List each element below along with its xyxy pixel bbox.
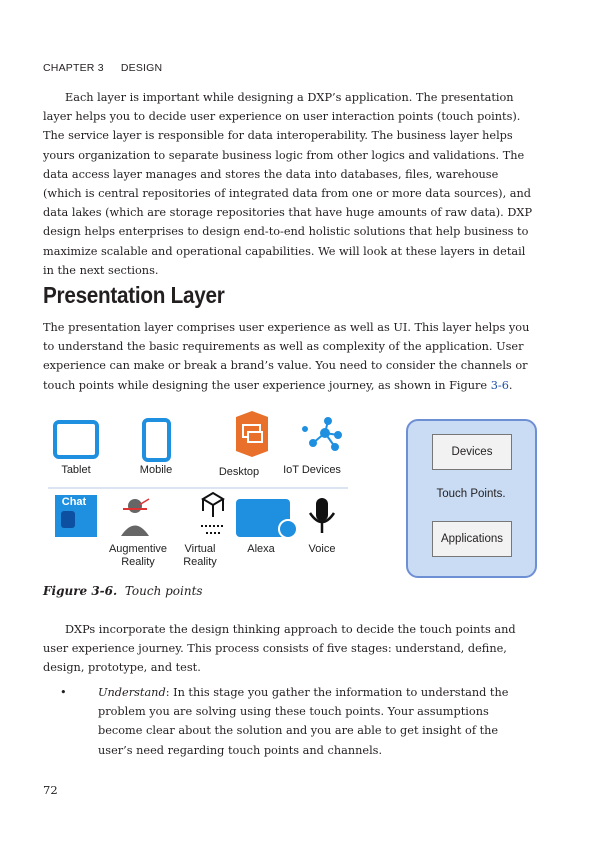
alexa-label: Alexa <box>247 543 275 555</box>
touch-points-label: Touch Points. <box>436 488 506 500</box>
bullet-text <box>98 683 530 760</box>
voice-icon <box>310 498 334 533</box>
mobile-icon <box>144 420 169 460</box>
iot-devices-icon <box>303 418 341 450</box>
alexa-icon <box>236 499 297 538</box>
voice-label: Voice <box>308 543 336 555</box>
virtual-reality-icon <box>201 493 225 533</box>
augmented-reality-icon <box>121 499 149 536</box>
bullet-body: : In this stage you gather the information to understand the problem you are solving using these touch points. Your assumptions become clear about the solution and you are able to get insight of the user’s need regarding touch points and channels. <box>98 686 509 757</box>
iot-devices-label: IoT Devices <box>283 464 341 476</box>
chapter-label: CHAPTER 3 <box>43 62 104 74</box>
tablet-icon <box>55 422 97 457</box>
desktop-icon <box>236 411 268 457</box>
caption-number: Figure 3-6. <box>43 584 118 598</box>
desktop-label: Desktop <box>218 466 260 478</box>
caption-text: Touch points <box>124 584 203 598</box>
section-title: Presentation Layer <box>43 282 225 308</box>
virtual-reality-label: Virtual Reality <box>183 543 217 568</box>
presentation-paragraph-text: The presentation layer comprises user experience as well as UI. This layer helps you to understand the basic requirements as well as complexity of the application. User experience can make or break a brand’s value. You need to consider the channels or touch points while designing the user experience journey, as shown in Figure <box>43 321 530 392</box>
presentation-paragraph <box>43 318 535 395</box>
touch-points-figure <box>43 411 539 576</box>
figure-reference-link[interactable]: 3-6 <box>490 378 509 392</box>
section-label: DESIGN <box>120 62 163 74</box>
augmented-reality-label: Augmentive Reality <box>108 543 168 568</box>
applications-box: Applications <box>432 521 512 557</box>
presentation-paragraph-end: . <box>508 378 513 392</box>
bullet-icon: • <box>60 686 67 699</box>
figure-caption <box>43 584 203 598</box>
list-item <box>60 683 530 760</box>
intro-paragraph: Each layer is important while designing a DXP’s application. The presentation layer helps you to decide user experience on user interaction points (touch points). The service layer is responsible for data interoperability. The business layer helps yours organization to separate business logic from other logics and validations. The data access layer manages and stores the data into databases, files, warehouse (which is central repositories of integrated data from one or more data sources), and data lakes (which are storage repositories that have huge amounts of raw data). DXP design helps enterprises to design end-to-end holistic solutions that help business to maximize scalable and operational capabilities. We will look at these layers in detail in the next sections. <box>43 91 533 277</box>
bullet-term: Understand <box>98 686 166 699</box>
devices-box: Devices <box>432 434 512 470</box>
page-number: 72 <box>43 783 58 797</box>
channel-icons <box>43 411 403 576</box>
running-header <box>43 62 176 74</box>
chat-label: Chat <box>61 496 87 508</box>
dxp-paragraph: DXPs incorporate the design thinking approach to decide the touch points and user experience journey. This process consists of five stages: understand, define, design, prototype, and test. <box>43 623 516 675</box>
mobile-label: Mobile <box>139 464 173 476</box>
touch-points-box <box>406 419 537 578</box>
tablet-label: Tablet <box>61 464 91 476</box>
